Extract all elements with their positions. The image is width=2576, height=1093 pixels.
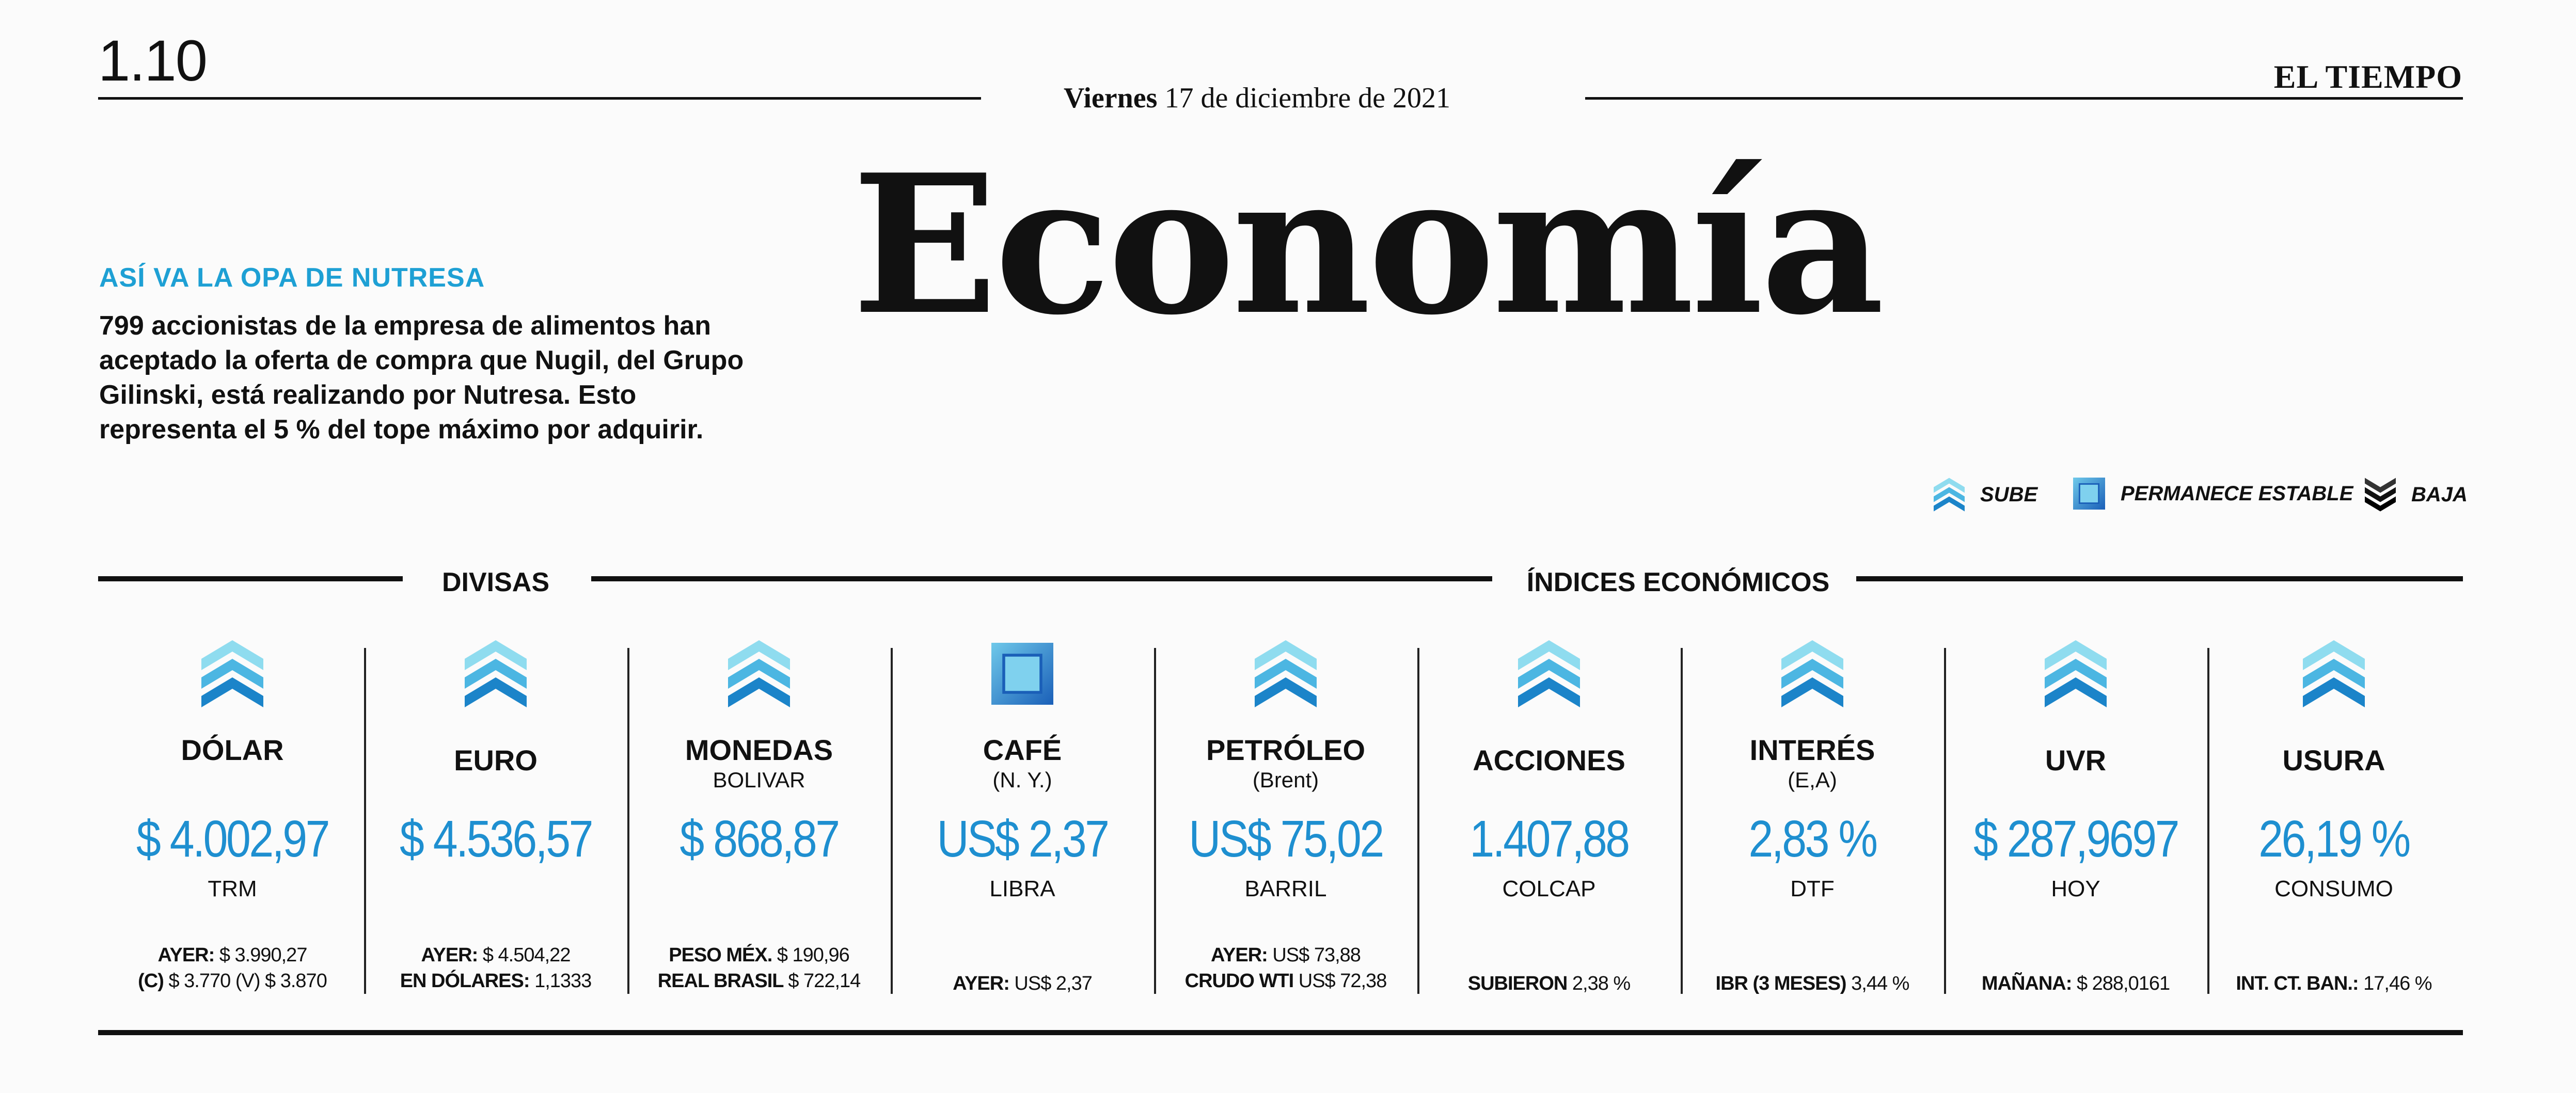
indicator-footnote <box>2202 971 2466 996</box>
indicator-value: $ 287,9697 <box>1973 810 2178 868</box>
indicator-value: 26,19 % <box>2258 810 2409 868</box>
footnote-label: REAL BRASIL <box>657 970 783 992</box>
indicator-value: US$ 2,37 <box>937 810 1108 868</box>
indicator-name: UVR <box>2045 744 2107 777</box>
indices-rule-right <box>1856 576 2463 581</box>
legend-down-label: BAJA <box>2411 483 2468 506</box>
footnote-value: US$ 2,37 <box>1014 973 1092 994</box>
chevron-down-icon <box>2365 478 2396 512</box>
footnote-label: SUBIERON <box>1467 973 1568 994</box>
indicator-subname: (E,A) <box>1788 768 1837 792</box>
chevron-up-icon <box>2045 640 2107 707</box>
footnote-label: CRUDO WTI <box>1184 970 1294 992</box>
indicator-unit: CONSUMO <box>2274 876 2393 901</box>
indicator-name: USURA <box>2282 744 2385 777</box>
indicator-value: $ 4.002,97 <box>136 810 329 868</box>
indices-label: ÍNDICES ECONÓMICOS <box>1526 567 1830 597</box>
indicator-footnote <box>627 942 891 994</box>
header-rule-right <box>1585 97 2463 100</box>
footnote-label: AYER: <box>157 944 215 966</box>
indicator-unit: COLCAP <box>1502 876 1596 901</box>
indicator-unit: HOY <box>2051 876 2100 901</box>
date-line <box>1064 82 1450 115</box>
indicator-value: 1.407,88 <box>1469 810 1629 868</box>
teaser-kicker: ASÍ VA LA OPA DE NUTRESA <box>99 263 485 293</box>
legend-stable-label: PERMANECE ESTABLE <box>2121 482 2353 505</box>
indicator-subname: (Brent) <box>1252 768 1319 792</box>
indicator-dólar <box>101 640 364 1012</box>
indicator-footnote <box>101 942 364 994</box>
footnote-label: PESO MÉX. <box>669 944 772 966</box>
footnote-value: $ 288,0161 <box>2076 973 2170 994</box>
indicator-footnote <box>1944 971 2207 996</box>
footnote-label: INT. CT. BAN.: <box>2236 973 2359 994</box>
square-stable-icon <box>991 640 1053 707</box>
teaser-body: 799 accionistas de la empresa de alimentos han aceptado la oferta de compra que Nugil, del Grupo Gilinski, está realizando por Nutresa. Esto representa el 5 % del tope máximo por adquirir. <box>99 311 744 445</box>
footnote-value: 3,44 % <box>1851 973 1909 994</box>
indicator-footnote <box>891 971 1154 996</box>
indicator-name: INTERÉS <box>1749 734 1875 766</box>
bottom-rule <box>98 1030 2463 1035</box>
footnote-label: IBR (3 MESES) <box>1715 973 1846 994</box>
footnote-value: US$ 73,88 <box>1272 944 1361 966</box>
divisas-rule-right <box>591 576 1492 581</box>
chevron-up-icon <box>1255 640 1317 707</box>
indicator-unit: LIBRA <box>989 876 1055 901</box>
footnote-label: MAÑANA: <box>1981 973 2072 994</box>
indicator-name: CAFÉ <box>983 734 1062 766</box>
chevron-up-icon <box>465 640 527 707</box>
footnote-label: AYER: <box>1211 944 1268 966</box>
brand-logo: EL TIEMPO <box>2273 58 2462 95</box>
footnote-label: AYER: <box>953 973 1009 994</box>
footnote-value: 2,38 % <box>1572 973 1631 994</box>
chevron-up-icon <box>728 640 790 707</box>
indicator-unit: TRM <box>208 876 257 901</box>
chevron-up-icon <box>1934 478 1965 512</box>
indicator-name: ACCIONES <box>1473 744 1625 777</box>
legend-up-label: SUBE <box>1980 483 2038 506</box>
chevron-up-icon <box>1781 640 1843 707</box>
legend-down <box>2365 478 2468 512</box>
footnote-value: $ 3.770 (V) $ 3.870 <box>168 970 327 992</box>
indicator-subname: BOLIVAR <box>713 768 805 792</box>
indicator-name: EURO <box>454 744 538 777</box>
indicator-café <box>891 640 1154 1012</box>
date-day: Viernes <box>1064 82 1158 114</box>
footnote-value: $ 190,96 <box>777 944 849 966</box>
footnote-label: EN DÓLARES: <box>400 970 530 992</box>
footnote-label: (C) <box>138 970 164 992</box>
chevron-up-icon <box>201 640 263 707</box>
divisas-rule-left <box>98 576 403 581</box>
indicator-interés <box>1681 640 1944 1012</box>
indicator-name: PETRÓLEO <box>1206 734 1366 766</box>
indicator-name: MONEDAS <box>685 734 833 766</box>
date-rest: 17 de diciembre de 2021 <box>1164 82 1451 114</box>
indicator-acciones <box>1417 640 1681 1012</box>
indicator-usura <box>2202 640 2466 1012</box>
indicator-footnote <box>364 942 627 994</box>
indicator-footnote <box>1417 971 1681 996</box>
footnote-value: 1,1333 <box>534 970 592 992</box>
indicator-petróleo <box>1154 640 1417 1012</box>
indicator-footnote <box>1154 942 1417 994</box>
indicator-value: 2,83 % <box>1748 810 1876 868</box>
indicator-value: $ 868,87 <box>679 810 839 868</box>
footnote-value: $ 722,14 <box>788 970 861 992</box>
indicator-subname: (N. Y.) <box>992 768 1052 792</box>
footnote-value: US$ 72,38 <box>1298 970 1387 992</box>
header-rule-left <box>98 97 981 100</box>
divisas-label: DIVISAS <box>441 567 550 597</box>
indicator-value: $ 4.536,57 <box>399 810 592 868</box>
footnote-value: $ 3.990,27 <box>219 944 307 966</box>
section-title: Economía <box>852 133 1882 357</box>
page-number: 1.10 <box>98 28 207 93</box>
indicator-monedas <box>627 640 891 1012</box>
indicator-name: DÓLAR <box>181 734 284 766</box>
square-stable-icon <box>2073 478 2105 510</box>
footnote-value: 17,46 % <box>2363 973 2432 994</box>
footnote-value: $ 4.504,22 <box>482 944 571 966</box>
indicator-footnote <box>1681 971 1944 996</box>
indicator-unit: BARRIL <box>1244 876 1327 901</box>
chevron-up-icon <box>2303 640 2365 707</box>
indicator-euro <box>364 640 627 1012</box>
legend-stable <box>2073 478 2353 510</box>
legend-up <box>1934 478 2037 512</box>
footnote-label: AYER: <box>421 944 478 966</box>
indicator-value: US$ 75,02 <box>1189 810 1383 868</box>
indicator-uvr <box>1944 640 2207 1012</box>
indicator-unit: DTF <box>1790 876 1835 901</box>
chevron-up-icon <box>1518 640 1580 707</box>
